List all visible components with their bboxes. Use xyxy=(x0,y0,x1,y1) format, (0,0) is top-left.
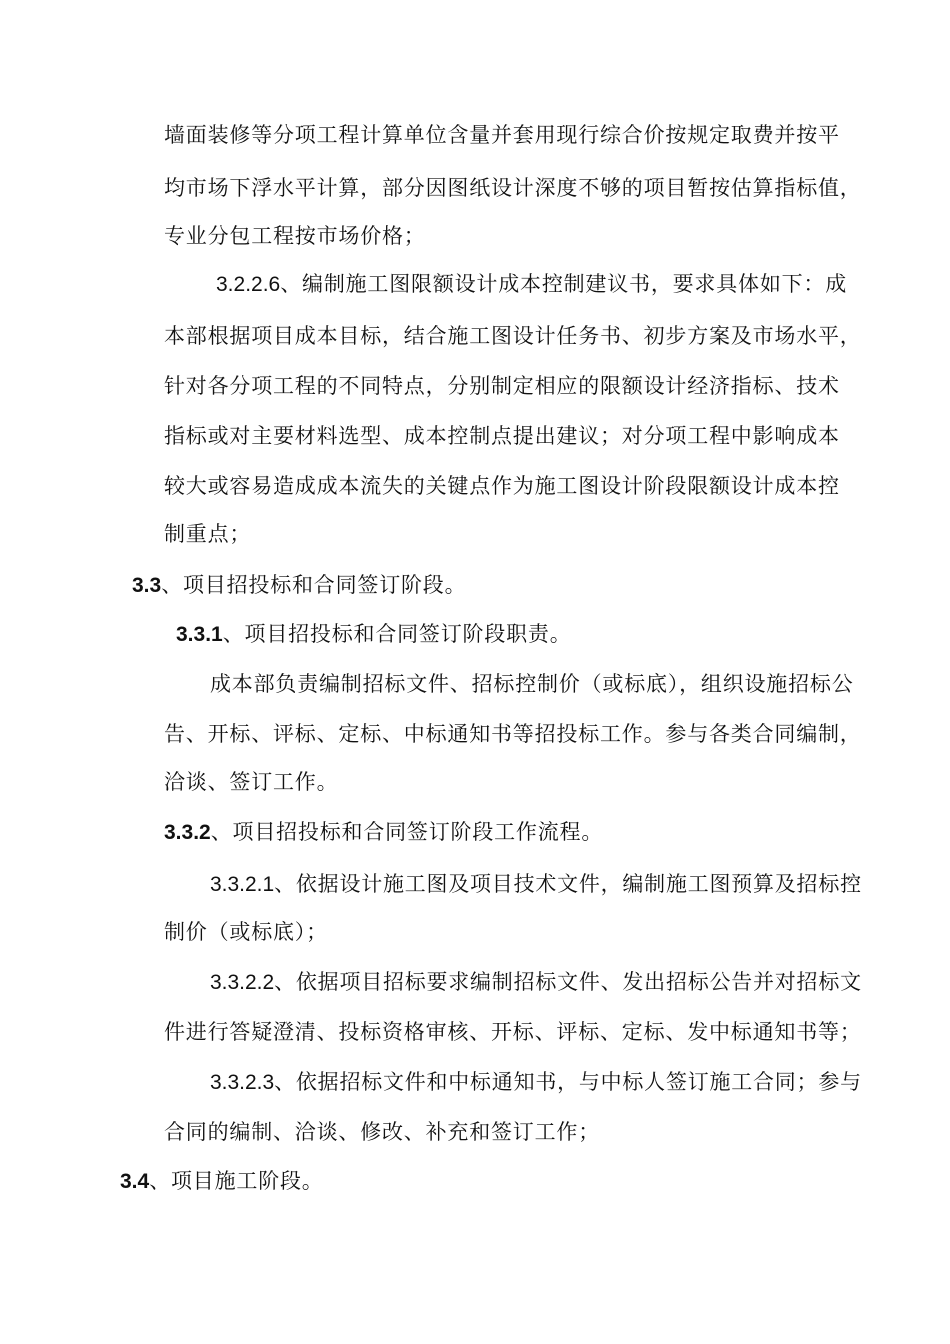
text-line xyxy=(164,719,862,749)
section-number: 3.3.2 xyxy=(164,821,211,844)
line-text: 本部根据项目成本目标，结合施工图设计任务书、初步方案及市场水平， xyxy=(164,324,862,348)
section-number: 3.3.2.3 xyxy=(210,1071,275,1094)
section-heading-3-3 xyxy=(132,570,466,600)
text-line xyxy=(164,471,840,501)
text-line xyxy=(164,767,338,797)
line-text: 制价（或标底）； xyxy=(164,920,328,944)
line-text: 均市场下浮水平计算，部分因图纸设计深度不够的项目暂按估算指标值， xyxy=(164,176,862,200)
section-number: 3.3.2.2 xyxy=(210,971,275,994)
line-text: 、依据项目招标要求编制招标文件、发出招标公告并对招标文 xyxy=(274,970,862,994)
line-text: 成本部负责编制招标文件、招标控制价（或标底），组织设施招标公 xyxy=(210,672,854,696)
text-line xyxy=(164,173,862,203)
section-heading-3-3-2-1 xyxy=(210,869,862,899)
section-heading-3-4 xyxy=(120,1166,324,1196)
text-line xyxy=(164,1017,862,1047)
line-text: 、项目招投标和合同签订阶段职责。 xyxy=(222,622,572,646)
section-heading-3-3-2-3 xyxy=(210,1067,862,1097)
line-text: 告、开标、评标、定标、中标通知书等招投标工作。参与各类合同编制， xyxy=(164,722,862,746)
line-text: 较大或容易造成成本流失的关键点作为施工图设计阶段限额设计成本控 xyxy=(164,474,840,498)
section-number: 3.3.2.1 xyxy=(210,873,275,896)
text-line xyxy=(164,120,840,150)
section-number: 3.3.1 xyxy=(176,623,223,646)
text-line xyxy=(164,371,840,401)
section-number: 3.3 xyxy=(132,574,162,597)
line-text: 墙面装修等分项工程计算单位含量并套用现行综合价按规定取费并按平 xyxy=(164,123,840,147)
line-text: 、项目招投标和合同签订阶段。 xyxy=(161,573,467,597)
line-text: 、项目施工阶段。 xyxy=(149,1169,324,1193)
section-heading-3-3-2 xyxy=(164,817,603,847)
line-text: 、项目招投标和合同签订阶段工作流程。 xyxy=(210,820,604,844)
text-line xyxy=(164,519,251,549)
text-line xyxy=(164,221,426,251)
section-number: 3.4 xyxy=(120,1170,150,1193)
line-text: 洽谈、签订工作。 xyxy=(164,770,339,794)
text-line xyxy=(164,1117,600,1147)
text-line xyxy=(164,421,840,451)
section-number: 3.2.2.6 xyxy=(216,273,281,296)
line-text: 指标或对主要材料选型、成本控制点提出建议；对分项工程中影响成本 xyxy=(164,424,840,448)
section-heading-3-2-2-6 xyxy=(216,269,847,299)
line-text: 、依据招标文件和中标通知书，与中标人签订施工合同；参与 xyxy=(274,1070,862,1094)
section-heading-3-3-2-2 xyxy=(210,967,862,997)
line-text: 、依据设计施工图及项目技术文件，编制施工图预算及招标控 xyxy=(274,872,862,896)
text-line xyxy=(164,917,328,947)
section-heading-3-3-1 xyxy=(176,619,572,649)
line-text: 针对各分项工程的不同特点，分别制定相应的限额设计经济指标、技术 xyxy=(164,374,840,398)
text-line xyxy=(164,321,862,351)
line-text: 、编制施工图限额设计成本控制建议书，要求具体如下：成 xyxy=(280,272,848,296)
line-text: 专业分包工程按市场价格； xyxy=(164,224,426,248)
text-line xyxy=(210,669,854,699)
line-text: 制重点； xyxy=(164,522,252,546)
line-text: 件进行答疑澄清、投标资格审核、开标、评标、定标、发中标通知书等； xyxy=(164,1020,862,1044)
line-text: 合同的编制、洽谈、修改、补充和签订工作； xyxy=(164,1120,600,1144)
